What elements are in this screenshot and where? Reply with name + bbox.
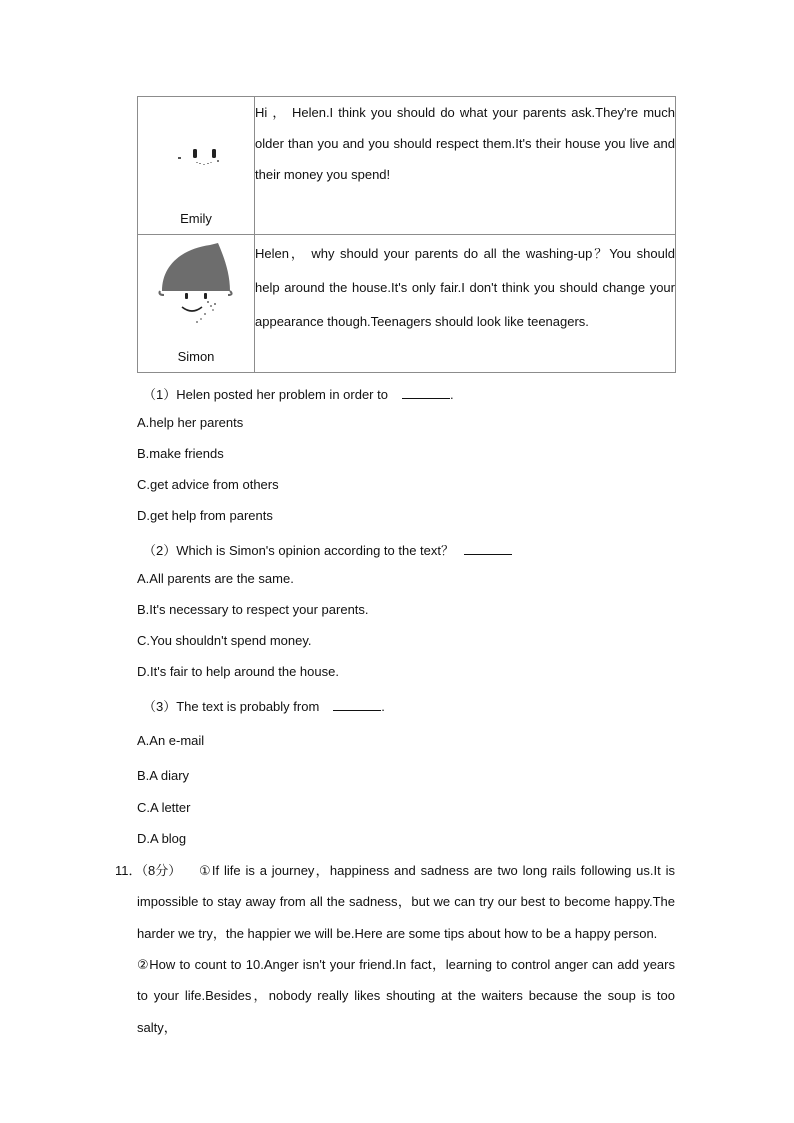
q3-option-a: A.An e-mail <box>137 733 205 748</box>
q1-option-b: B.make friends <box>137 446 224 461</box>
avatar-name-simon: Simon <box>177 349 215 364</box>
question-3-stem: （3）The text is probably from . <box>143 699 385 714</box>
question-1-stem: （1）Helen posted her problem in order to . <box>143 387 454 402</box>
q3-option-c: C.A letter <box>137 800 191 815</box>
q3-option-b: B.A diary <box>137 768 190 783</box>
q2-option-d: D.It's fair to help around the house. <box>137 664 339 679</box>
q1-option-d: D.get help from parents <box>137 508 273 523</box>
q1-option-c: C.get advice from others <box>137 477 279 492</box>
post-text-cell-emily <box>255 97 676 235</box>
question-11-paragraph-2: ②How to count to 10.Anger isn't your friend.In fact，learning to control anger can add years to your life.Besides，nobody really likes shouting at the waiters because the soup is too salty， <box>137 957 675 1035</box>
post-row-emily <box>138 97 676 235</box>
q2-option-c: C.You shouldn't spend money. <box>137 633 312 648</box>
q1-option-a: A.help her parents <box>137 415 244 430</box>
answer-blank-1 <box>402 386 450 399</box>
q2-option-a: A.All parents are the same. <box>137 571 294 586</box>
smiley-face-icon <box>152 97 242 197</box>
avatar-name-emily: Emily <box>180 211 212 226</box>
question-2-stem: （2）Which is Simon's opinion according to the text？ <box>143 540 512 559</box>
question-11-paragraph-1: ①If life is a journey，happiness and sadness are two long rails following us.It is impossible to stay away from all the sadness，but we can try our best to become happy.The harder we try，the happier we will be.Here are some tips about how to be a happy person. <box>137 863 675 941</box>
q2-option-b: B.It's necessary to respect your parents. <box>137 602 369 617</box>
forum-posts-table <box>137 96 676 373</box>
answer-blank-3 <box>333 698 381 711</box>
hat-face-icon <box>152 235 242 335</box>
q3-option-d: D.A blog <box>137 831 187 846</box>
post-text-emily: Hi ， Helen.I think you should do what your parents ask.They're much older than you and you should respect them.It's their house you live and their money you spend! <box>255 105 675 182</box>
answer-blank-2 <box>464 542 512 555</box>
post-row-simon <box>138 235 676 373</box>
avatar-cell-simon <box>138 235 255 373</box>
post-text-cell-simon <box>255 235 676 373</box>
avatar-cell-emily <box>138 97 255 235</box>
question-11-number: 11．（8分） <box>115 863 182 878</box>
post-text-simon: Helen， why should your parents do all the washing-up？You should help around the house.It's only fair.I don't think you should change your appearance though.Teenagers should look like teenagers. <box>255 246 675 329</box>
